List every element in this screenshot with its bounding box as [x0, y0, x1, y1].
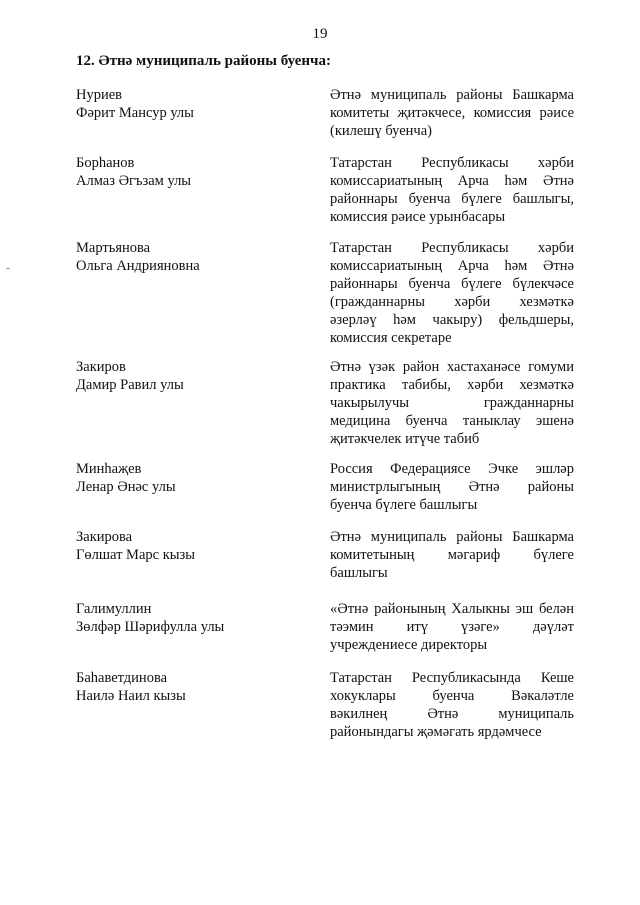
scan-margin-mark	[6, 268, 10, 269]
member-role	[330, 358, 574, 448]
member-given-name: Ленар Әнәс улы	[76, 479, 176, 495]
role-line: районнары буенча бүлеге бүлекчәсе	[330, 276, 574, 292]
member-role	[330, 239, 574, 347]
member-surname: Баһаветдинова	[76, 670, 168, 686]
member-name	[76, 669, 306, 705]
member-role	[330, 460, 574, 514]
member-surname: Закиров	[76, 359, 126, 375]
role-line: Татарстан Республикасы хәрби	[330, 240, 574, 256]
role-line: медицина буенча таныклау эшенә	[330, 413, 574, 429]
member-name	[76, 460, 306, 496]
member-role	[330, 154, 574, 226]
member-name	[76, 239, 306, 275]
role-line: комиссариатының Арча һәм Әтнә	[330, 258, 574, 274]
member-surname: Закирова	[76, 529, 133, 545]
role-line: министрлыгының Әтнә районы	[330, 479, 574, 495]
role-line: вәкилнең Әтнә муниципаль	[330, 706, 574, 722]
member-given-name: Наилә Наил кызы	[76, 688, 186, 704]
role-line: комиссия секретаре	[330, 330, 452, 346]
role-line: Әтнә муниципаль районы Башкарма	[330, 529, 574, 545]
role-line: тәэмин итү үзәге» дәүләт	[330, 619, 574, 635]
member-name	[76, 600, 306, 636]
page-number: 19	[312, 26, 328, 42]
member-name	[76, 154, 306, 190]
role-line: «Әтнә районының Халыкны эш белән	[330, 601, 574, 617]
member-name	[76, 86, 306, 122]
role-line: районындагы җәмәгать ярдәмчесе	[330, 724, 542, 740]
role-line: җитәкчелек итүче табиб	[330, 431, 480, 447]
member-surname: Галимуллин	[76, 601, 152, 617]
member-role	[330, 528, 574, 582]
member-role	[330, 86, 574, 140]
role-line: комитетының мәгариф бүлеге	[330, 547, 574, 563]
role-line: (килешү буенча)	[330, 123, 432, 139]
role-line: Татарстан Республикасында Кеше	[330, 670, 574, 686]
role-line: чакырылучы гражданнарны	[330, 395, 574, 411]
member-role	[330, 669, 574, 741]
member-given-name: Ольга Андрияновна	[76, 258, 200, 274]
member-name	[76, 528, 306, 564]
section-heading: 12. Әтнә муниципаль районы буенча:	[76, 53, 331, 69]
role-line: комиссариатының Арча һәм Әтнә	[330, 173, 574, 189]
member-surname: Минһаҗев	[76, 461, 142, 477]
member-surname: Борһанов	[76, 155, 135, 171]
member-given-name: Зөлфәр Шәрифулла улы	[76, 619, 225, 635]
member-given-name: Дамир Равил улы	[76, 377, 184, 393]
member-given-name: Гөлшат Марс кызы	[76, 547, 195, 563]
member-given-name: Фәрит Мансур улы	[76, 105, 194, 121]
role-line: (гражданнарны хәрби хезмәткә	[330, 294, 574, 310]
role-line: Россия Федерациясе Эчке эшләр	[330, 461, 574, 477]
role-line: Әтнә муниципаль районы Башкарма	[330, 87, 574, 103]
member-name	[76, 358, 306, 394]
role-line: практика табибы, хәрби хезмәткә	[330, 377, 574, 393]
role-line: хокуклары буенча Вәкаләтле	[330, 688, 574, 704]
role-line: башлыгы	[330, 565, 388, 581]
role-line: буенча бүлеге башлыгы	[330, 497, 478, 513]
role-line: Әтнә үзәк район хастаханәсе гомуми	[330, 359, 574, 375]
role-line: әзерләү һәм чакыру) фельдшеры,	[330, 312, 574, 328]
member-role	[330, 600, 574, 654]
member-surname: Нуриев	[76, 87, 123, 103]
member-surname: Мартьянова	[76, 240, 151, 256]
role-line: районнары буенча бүлеге башлыгы,	[330, 191, 574, 207]
member-given-name: Алмаз Әгъзам улы	[76, 173, 192, 189]
role-line: Татарстан Республикасы хәрби	[330, 155, 574, 171]
role-line: комитеты җитәкчесе, комиссия рәисе	[330, 105, 574, 121]
role-line: комиссия рәисе урынбасары	[330, 209, 506, 225]
role-line: учреждениесе директоры	[330, 637, 488, 653]
